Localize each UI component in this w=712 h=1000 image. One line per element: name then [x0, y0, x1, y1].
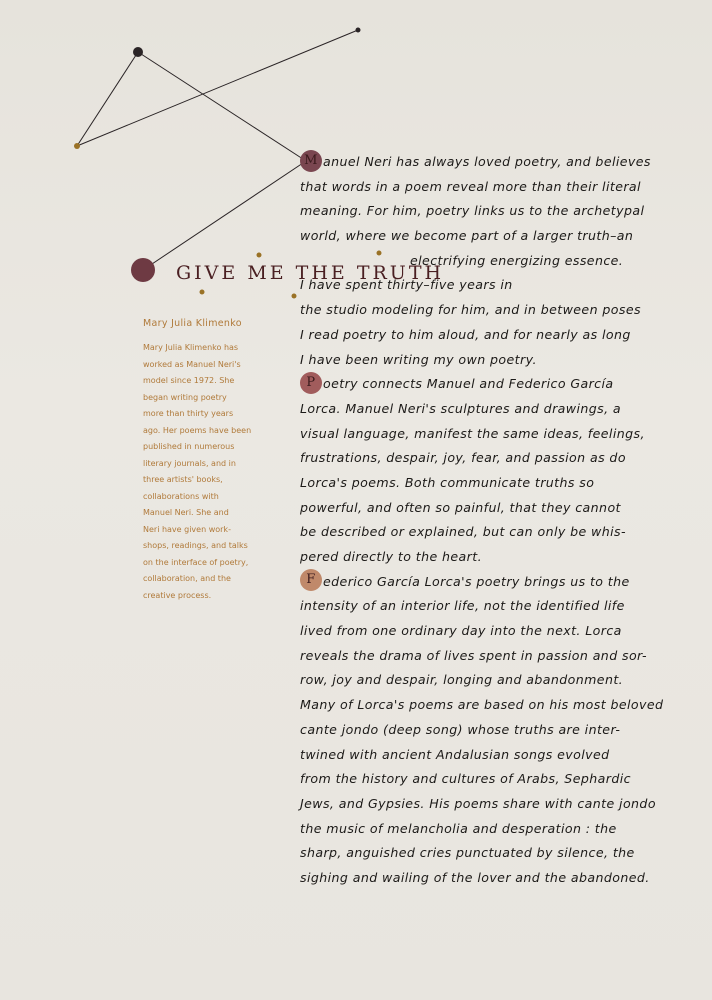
- poem-line-text: electrifying energizing essence.: [410, 252, 624, 268]
- poem-line: [300, 767, 630, 792]
- bio-line: published in numerous: [143, 442, 235, 451]
- bio-line: Manuel Neri. She and: [143, 508, 229, 517]
- poem-line-text: lived from one ordinary day into the next. Lorca: [300, 623, 622, 639]
- star-dot-gold: [200, 290, 205, 295]
- poem-line-text: Lorca's poems. Both communicate truths so: [300, 474, 595, 490]
- bio-line: creative process.: [143, 590, 212, 600]
- poem-line-text: Many of Lorca's poems are based on his most beloved: [300, 697, 664, 713]
- poem-line-text: sharp, anguished cries punctuated by silence, the: [300, 845, 635, 861]
- bio-line: Mary Julia Klimenko has: [143, 343, 239, 352]
- poem-line: [300, 422, 645, 447]
- bio-line: more than thirty years: [143, 409, 234, 418]
- bio-line: ago. Her poems have been: [143, 425, 252, 435]
- drop-cap: M: [300, 150, 322, 172]
- bio-line: literary journals, and in: [143, 458, 236, 468]
- poem-line: [300, 866, 650, 891]
- poem-line-text: ederico García Lorca's poetry brings us to the: [323, 573, 630, 589]
- poem-line: [300, 199, 645, 224]
- poem-line: [300, 273, 630, 298]
- poem-line: [300, 792, 656, 817]
- poem-line-text: be described or explained, but can only be whis-: [300, 524, 626, 540]
- poem-line-text: I have spent thirty–five years in: [300, 277, 513, 293]
- constellation-line: [77, 52, 138, 146]
- constellation-line: [143, 161, 306, 270]
- poem-line: [300, 323, 630, 348]
- poem-line: [300, 446, 630, 471]
- poem-line-text: the studio modeling for him, and in between poses: [300, 302, 641, 318]
- poem-line: [300, 348, 630, 373]
- star-dot-dark: [133, 47, 143, 57]
- bio-line: began writing poetry: [143, 392, 227, 402]
- poem-line: [300, 619, 630, 644]
- poem-line-text: pered directly to the heart.: [300, 549, 482, 564]
- constellation-line: [77, 30, 358, 146]
- bio-line: Neri have given work-: [143, 524, 231, 534]
- poem-line: [300, 545, 630, 570]
- poem-line: [300, 471, 630, 496]
- poem-line-text: reveals the drama of lives spent in passion and sor-: [300, 647, 647, 663]
- star-dot-dark: [356, 28, 361, 33]
- author-name: Mary Julia Klimenko: [143, 318, 242, 329]
- poem-line-text: anuel Neri has always loved poetry, and believes: [323, 154, 651, 169]
- bio-line: collaborations with: [143, 491, 219, 501]
- poem-line-text: row, joy and despair, longing and abandonment.: [300, 672, 624, 688]
- poem-line: [300, 397, 630, 422]
- poem-line: [300, 150, 651, 175]
- poem-line-text: I read poetry to him aloud, and for nearly as long: [300, 326, 631, 342]
- poem-line-text: that words in a poem reveal more than their literal: [300, 178, 641, 194]
- poem-line: [300, 841, 635, 866]
- poem-line-text: sighing and wailing of the lover and the abandoned.: [300, 869, 650, 885]
- bio-line: collaboration, and the: [143, 574, 231, 583]
- poem-line: [300, 817, 630, 842]
- poem-line: [300, 668, 630, 693]
- poem-line-text: meaning. For him, poetry links us to the archetypal: [300, 203, 645, 219]
- poem-line: [300, 743, 630, 768]
- poem-line: [300, 224, 634, 249]
- page-title: GIVE ME THE TRUTH: [176, 262, 445, 284]
- poem-line: [300, 249, 630, 274]
- poem-line-text: world, where we become part of a larger truth–an: [300, 228, 634, 244]
- bio-line: worked as Manuel Neri's: [143, 359, 241, 369]
- bio-line: shops, readings, and talks: [143, 541, 248, 550]
- poem-line-text: twined with ancient Andalusian songs evolved: [300, 746, 610, 762]
- star-dot-large: [131, 258, 155, 282]
- poem-line-text: visual language, manifest the same ideas, feelings,: [300, 425, 645, 441]
- drop-cap: P: [300, 372, 322, 394]
- poem-line: [300, 718, 630, 743]
- poem-body: [300, 150, 664, 891]
- bio-line: model since 1972. She: [143, 376, 235, 385]
- poem-line: [300, 594, 630, 619]
- poem-line-text: frustrations, despair, joy, fear, and passion as do: [300, 450, 626, 466]
- drop-cap: F: [300, 569, 322, 591]
- poem-line-text: powerful, and often so painful, that they cannot: [300, 499, 621, 515]
- poem-line: [300, 644, 647, 669]
- poem-line: [300, 175, 641, 200]
- bio-line: on the interface of poetry,: [143, 557, 249, 567]
- poem-line-text: Lorca. Manuel Neri's sculptures and drawings, a: [300, 400, 622, 416]
- poem-line-text: Jews, and Gypsies. His poems share with cante jondo: [300, 795, 656, 811]
- poem-line-text: from the history and cultures of Arabs, Sephardic: [300, 771, 631, 787]
- poem-line: [300, 693, 664, 718]
- poem-line-text: oetry connects Manuel and Federico García: [323, 376, 614, 392]
- poem-line: [300, 496, 630, 521]
- bio-line: three artists' books,: [143, 475, 223, 484]
- poem-line: [300, 372, 630, 397]
- poem-line: [300, 570, 630, 595]
- poem-line: [300, 520, 630, 545]
- star-dot-gold: [257, 253, 262, 258]
- poem-line: [300, 298, 641, 323]
- poem-line-text: cante jondo (deep song) whose truths are inter-: [300, 721, 621, 737]
- author-bio-sidebar: [143, 318, 263, 604]
- author-bio: [143, 340, 263, 604]
- poem-line-text: the music of melancholia and desperation : the: [300, 820, 617, 836]
- constellation-line: [138, 52, 306, 161]
- poem-line-text: I have been writing my own poetry.: [300, 351, 537, 367]
- poem-line-text: intensity of an interior life, not the identified life: [300, 598, 625, 614]
- star-dot-gold: [74, 143, 80, 149]
- star-dot-gold: [292, 294, 297, 299]
